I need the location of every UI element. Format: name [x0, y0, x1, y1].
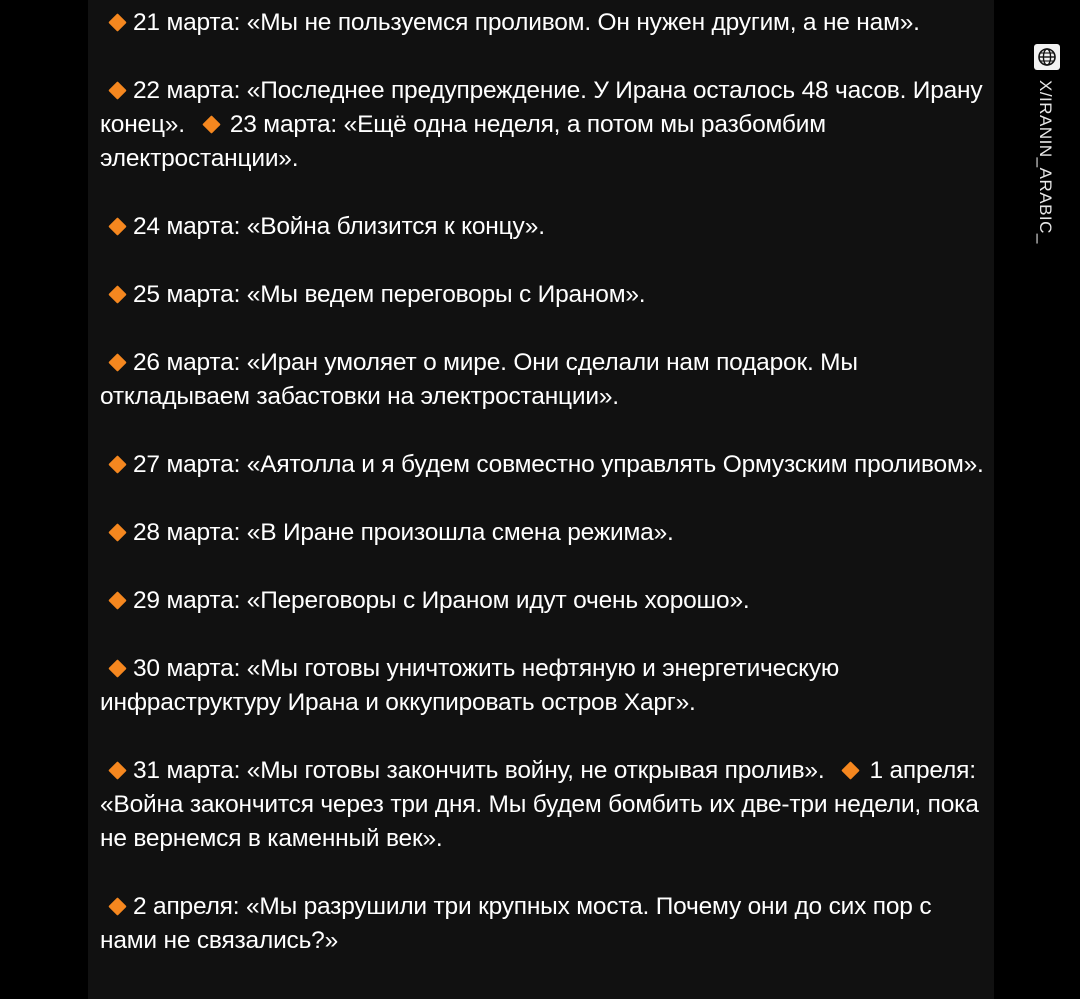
timeline-entry	[100, 346, 988, 414]
timeline-entry	[100, 448, 988, 482]
orange-diamond-icon	[108, 81, 126, 99]
orange-diamond-icon	[108, 761, 126, 779]
orange-diamond-icon	[108, 523, 126, 541]
entry-text: 24 марта: «Война близится к концу».	[133, 213, 545, 240]
orange-diamond-icon	[108, 217, 126, 235]
entry-text: 30 марта: «Мы готовы уничтожить нефтяную и энергетическую инфраструктуру Ирана и оккупировать остров Харг».	[100, 655, 846, 716]
watermark-handle: X/IRANIN_ARABIC_	[1036, 80, 1055, 244]
orange-diamond-icon	[842, 761, 860, 779]
timeline-entry	[100, 278, 988, 312]
timeline-entry	[100, 516, 988, 550]
timeline-entry	[100, 890, 988, 958]
orange-diamond-icon	[108, 455, 126, 473]
entry-text: 22 марта: «Последнее предупреждение. У Ирана осталось 48 часов. Ирану конец».	[100, 77, 990, 138]
globe-icon	[1034, 44, 1060, 70]
quote-timeline	[100, 6, 988, 992]
orange-diamond-icon	[108, 285, 126, 303]
orange-diamond-icon	[202, 115, 220, 133]
orange-diamond-icon	[108, 13, 126, 31]
entry-text: 29 марта: «Переговоры с Ираном идут очень хорошо».	[133, 587, 750, 614]
entry-text: 27 марта: «Аятолла и я будем совместно управлять Ормузским проливом».	[133, 451, 984, 478]
timeline-entry	[100, 584, 988, 618]
timeline-entry	[100, 754, 988, 856]
entry-text: 31 марта: «Мы готовы закончить войну, не открывая пролив».	[133, 757, 825, 784]
source-watermark	[1032, 44, 1062, 284]
timeline-entry	[100, 6, 988, 40]
orange-diamond-icon	[108, 897, 126, 915]
timeline-entry	[100, 652, 988, 720]
entry-text: 28 марта: «В Иране произошла смена режима».	[133, 519, 674, 546]
entry-text: 23 марта: «Ещё одна неделя, а потом мы разбомбим электростанции».	[100, 111, 833, 172]
post-content-panel	[88, 0, 994, 999]
entry-text: 21 марта: «Мы не пользуемся проливом. Он нужен другим, а не нам».	[133, 9, 920, 36]
entry-text: 1 апреля: «Война закончится через три дня. Мы будем бомбить их две-три недели, пока не вернемся в каменный век».	[100, 757, 986, 852]
timeline-entry	[100, 74, 988, 176]
orange-diamond-icon	[108, 591, 126, 609]
entry-text: 2 апреля: «Мы разрушили три крупных моста. Почему они до сих пор с нами не связались?»	[100, 893, 938, 954]
entry-text: 26 марта: «Иран умоляет о мире. Они сделали нам подарок. Мы откладываем забастовки на электростанции».	[100, 349, 865, 410]
orange-diamond-icon	[108, 353, 126, 371]
entry-text: 25 марта: «Мы ведем переговоры с Ираном».	[133, 281, 646, 308]
orange-diamond-icon	[108, 659, 126, 677]
timeline-entry	[100, 210, 988, 244]
